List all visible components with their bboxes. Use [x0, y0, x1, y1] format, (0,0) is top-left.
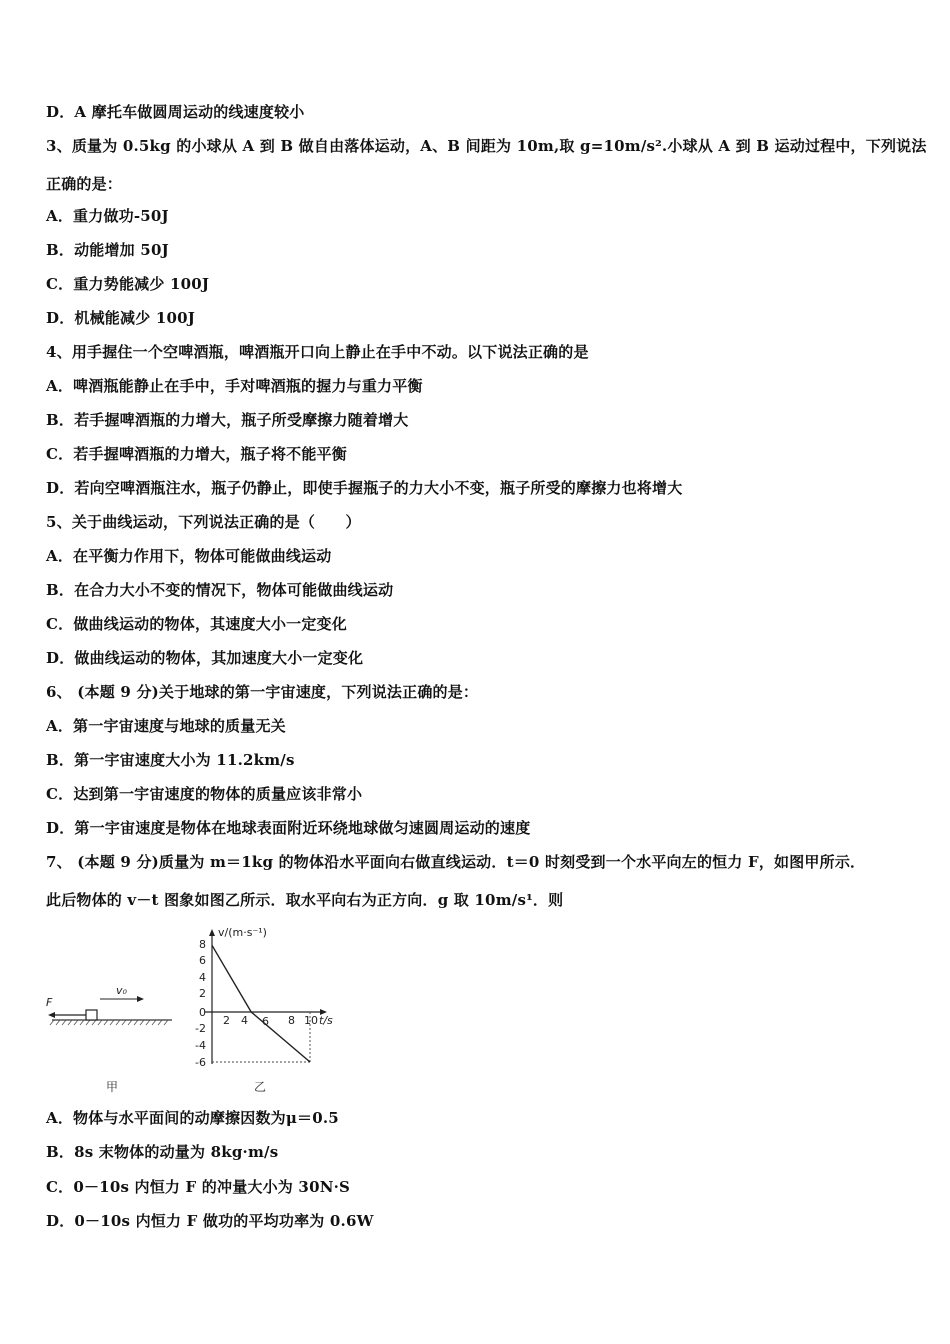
y-tick-neg2: -2: [195, 1022, 206, 1035]
force-label: F: [46, 996, 53, 1009]
line-15: B．在合力大小不变的情况下，物体可能做曲线运动: [46, 581, 394, 599]
line-24: 此后物体的 v－t 图象如图乙所示．取水平向右为正方向．g 取 10m/s¹．则: [46, 891, 564, 909]
line-2: 3、质量为 0.5kg 的小球从 A 到 B 做自由落体运动，A、B 间距为 10m,取 g=10m/s².小球从 A 到 B 运动过程中，下列说法: [46, 137, 927, 155]
y-tick-6: 6: [199, 954, 206, 967]
y-tick-neg4: -4: [195, 1039, 206, 1052]
y-axis-arrow: [209, 929, 215, 936]
line-12: D．若向空啤酒瓶注水，瓶子仍静止，即使手握瓶子的力大小不变，瓶子所受的摩擦力也将增大: [46, 479, 683, 497]
line-14: A．在平衡力作用下，物体可能做曲线运动: [46, 547, 332, 565]
force-arrowhead: [48, 1012, 55, 1018]
line-26: B．8s 末物体的动量为 8kg·m/s: [46, 1143, 279, 1161]
x-axis-label: t/s: [319, 1014, 333, 1027]
velocity-label: v₀: [116, 984, 127, 997]
y-tick-neg6: -6: [195, 1056, 206, 1069]
physics-figure: [40, 924, 360, 1102]
line-16: C．做曲线运动的物体，其速度大小一定变化: [46, 615, 347, 633]
x-tick-6: 6: [262, 1015, 269, 1028]
velocity-arrowhead: [137, 996, 144, 1002]
line-4: A．重力做功-50J: [46, 207, 169, 225]
x-tick-2: 2: [223, 1014, 230, 1027]
line-23: 7、 (本题 9 分)质量为 m＝1kg 的物体沿水平面向右做直线运动．t＝0 时刻受到一个水平向左的恒力 F，如图甲所示．: [46, 853, 866, 871]
y-axis-label: v/(m·s⁻¹): [218, 926, 267, 939]
figure-block: [40, 924, 360, 1102]
x-tick-4: 4: [241, 1014, 248, 1027]
line-17: D．做曲线运动的物体，其加速度大小一定变化: [46, 649, 364, 667]
line-25: A．物体与水平面间的动摩擦因数为μ＝0.5: [46, 1109, 339, 1127]
line-6: C．重力势能减少 100J: [46, 275, 210, 293]
line-13: 5、关于曲线运动，下列说法正确的是（ ）: [46, 513, 361, 531]
line-5: B．动能增加 50J: [46, 241, 169, 259]
line-7: D．机械能减少 100J: [46, 309, 196, 327]
caption-yi: 乙: [254, 1080, 267, 1094]
line-22: D．第一宇宙速度是物体在地球表面附近环绕地球做匀速圆周运动的速度: [46, 819, 531, 837]
vt-line: [212, 945, 310, 1062]
figure-jia: [46, 984, 172, 1094]
line-11: C．若手握啤酒瓶的力增大，瓶子将不能平衡: [46, 445, 347, 463]
block: [86, 1010, 97, 1020]
x-tick-10: 10: [304, 1014, 318, 1027]
y-tick-8: 8: [199, 938, 206, 951]
line-21: C．达到第一宇宙速度的物体的质量应该非常小: [46, 785, 363, 803]
line-9: A．啤酒瓶能静止在手中，手对啤酒瓶的握力与重力平衡: [46, 377, 423, 395]
line-28: D．0－10s 内恒力 F 做功的平均功率为 0.6W: [46, 1212, 374, 1230]
line-1: D．A 摩托车做圆周运动的线速度较小: [46, 103, 305, 121]
x-tick-8: 8: [288, 1014, 295, 1027]
line-10: B．若手握啤酒瓶的力增大，瓶子所受摩擦力随着增大: [46, 411, 409, 429]
line-3: 正确的是：: [46, 175, 123, 193]
ground-hatch: [50, 1020, 168, 1025]
line-27: C．0－10s 内恒力 F 的冲量大小为 30N·S: [46, 1178, 351, 1196]
figure-yi: [195, 926, 333, 1094]
y-tick-0: 0: [199, 1006, 206, 1019]
caption-jia: 甲: [106, 1080, 119, 1094]
line-18: 6、 (本题 9 分)关于地球的第一宇宙速度，下列说法正确的是：: [46, 683, 479, 701]
line-20: B．第一宇宙速度大小为 11.2km/s: [46, 751, 295, 769]
y-tick-2: 2: [199, 987, 206, 1000]
line-8: 4、用手握住一个空啤酒瓶，啤酒瓶开口向上静止在手中不动。以下说法正确的是: [46, 343, 589, 361]
line-19: A．第一宇宙速度与地球的质量无关: [46, 717, 286, 735]
y-tick-4: 4: [199, 971, 206, 984]
